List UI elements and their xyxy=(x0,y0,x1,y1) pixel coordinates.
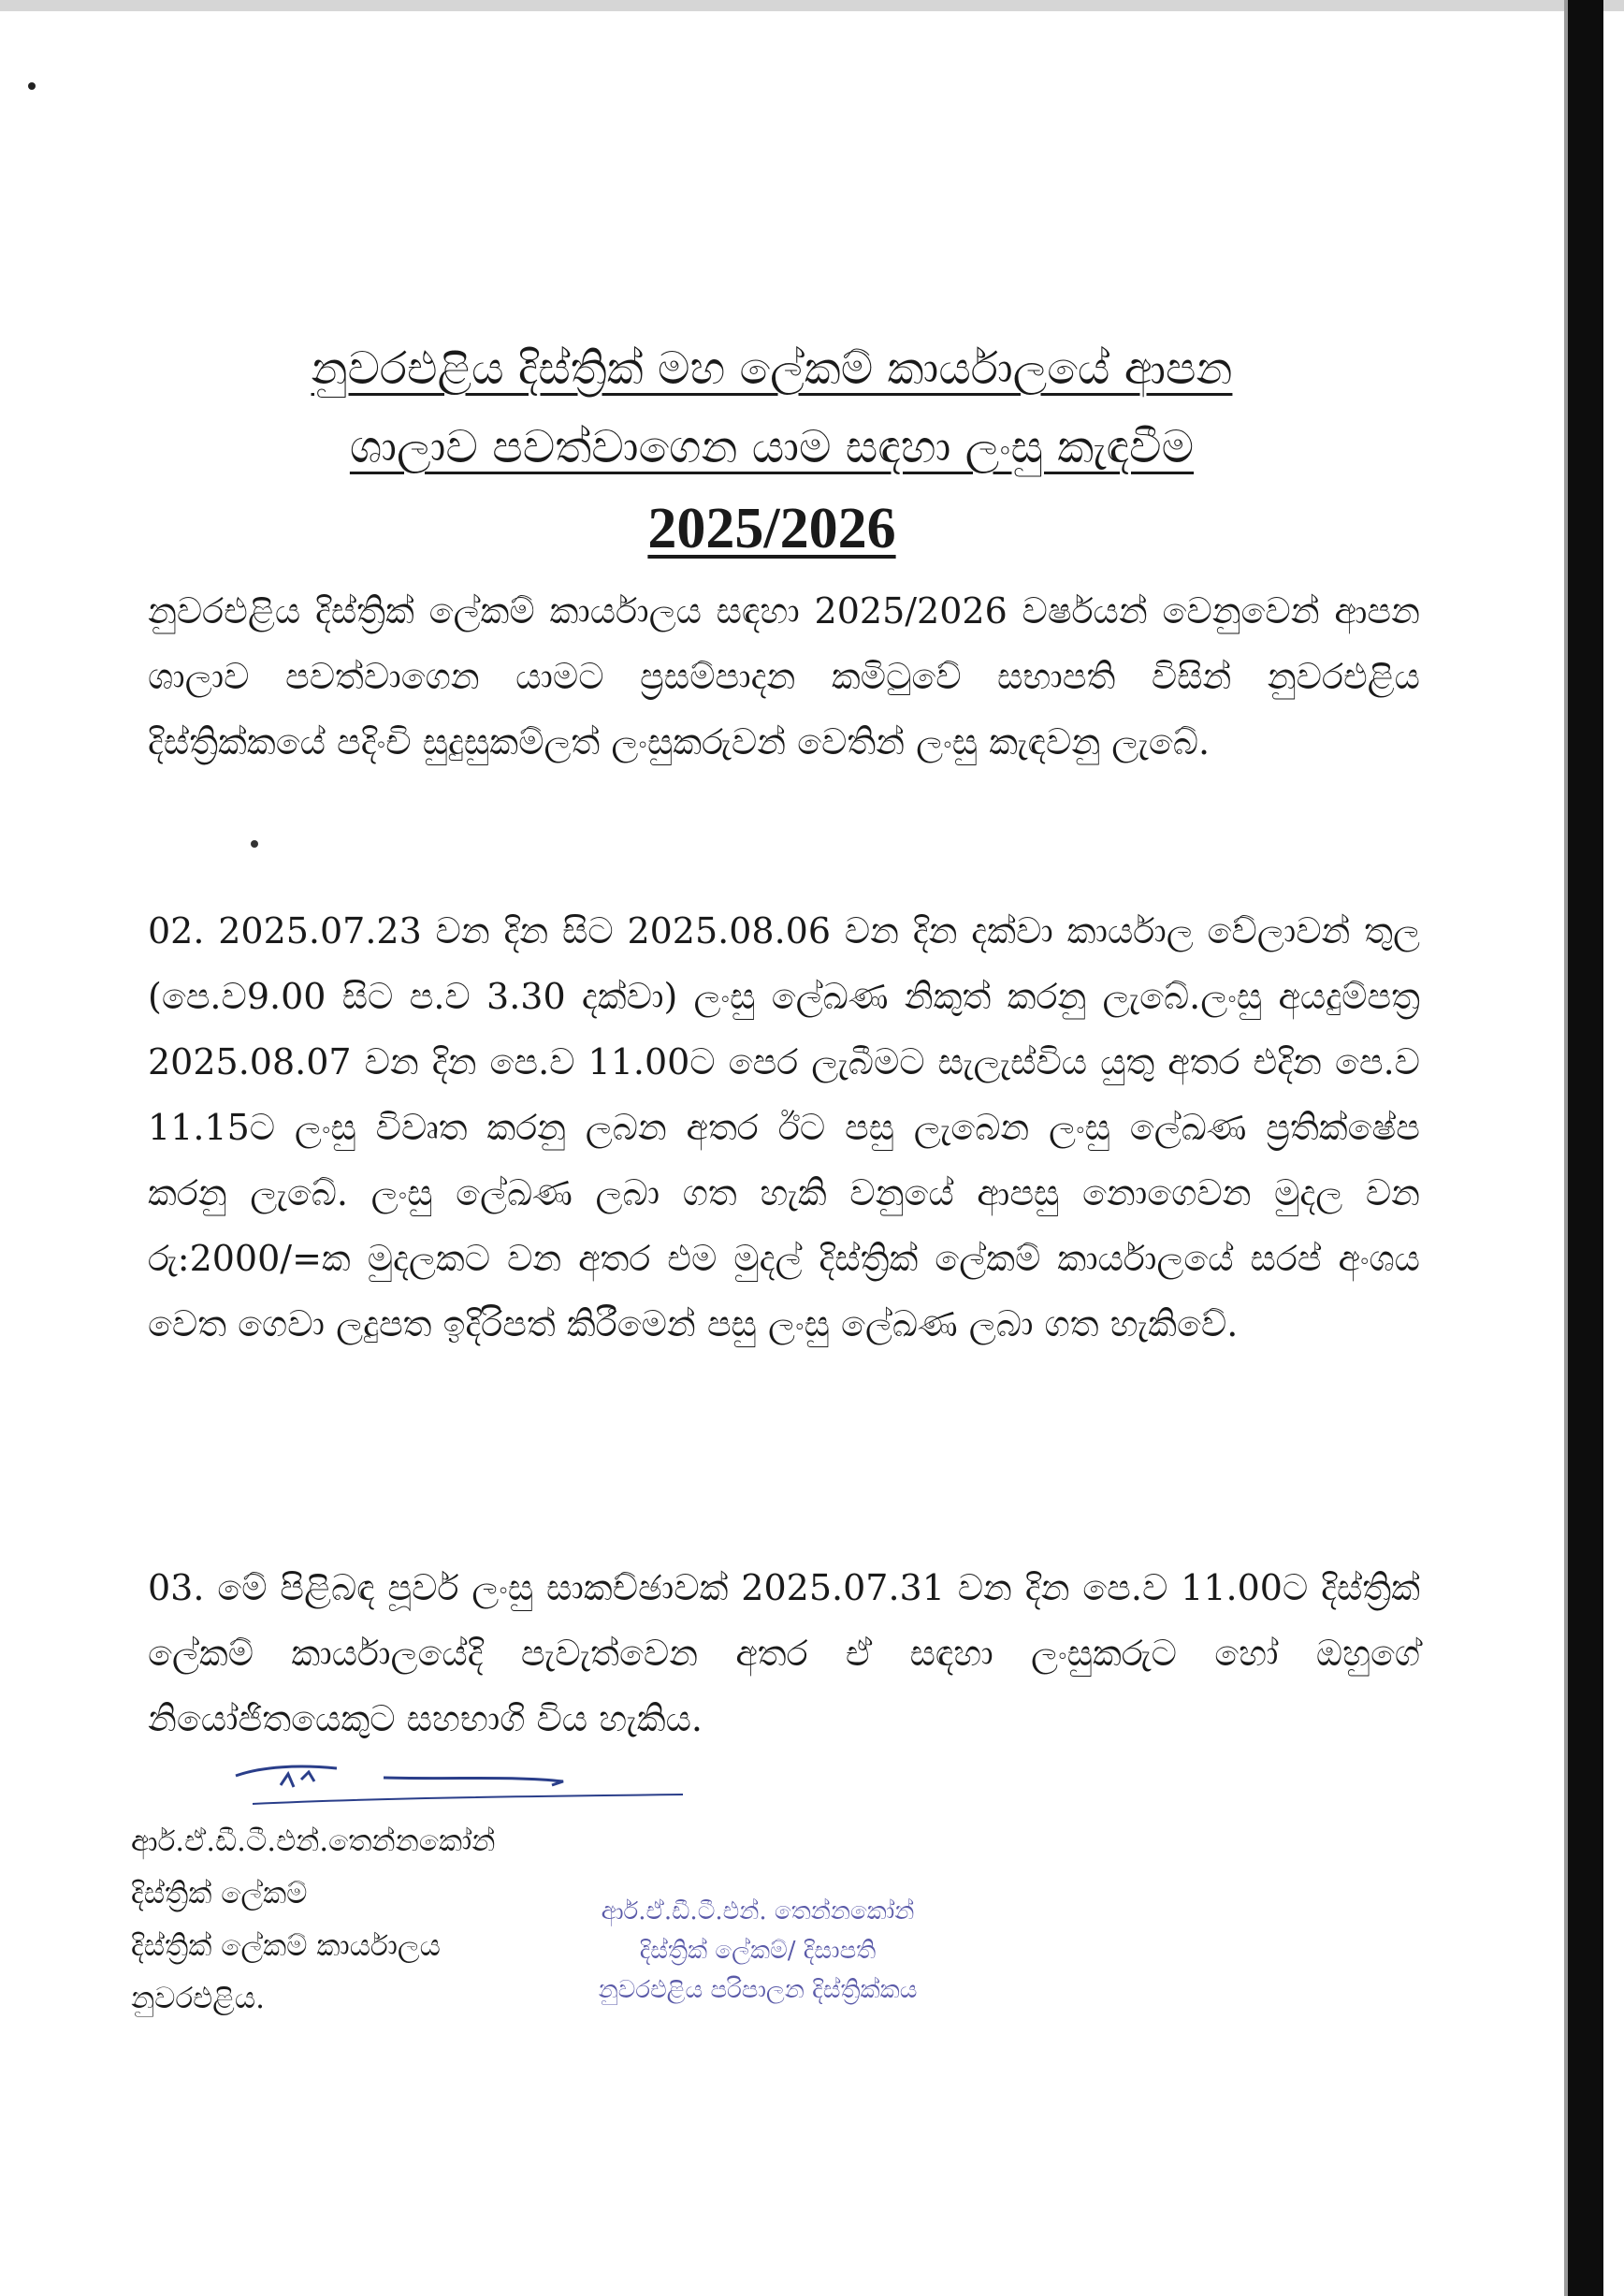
document-title-line-2: ශාලාව පවත්වාගෙන යාම සඳහා ලංසු කැඳවීම xyxy=(349,421,1195,473)
signer-place: නුවරඑළිය. xyxy=(131,1982,265,2015)
scan-speck-2 xyxy=(251,840,258,848)
paragraph-3: 03. මේ පිළිබඳ පූර්ව ලංසු සාකච්ඡාවක් 2025.07.31 වන දින පෙ.ව 11.00ට දිස්ත්‍රික් ලේකම් කාර්යාලයේදි පැවැත්වෙන අතර ඒ සඳහා ලංසුකරුට හෝ ඔහුගේ නියෝජිතයෙකුට සහභාගි විය හැකිය. xyxy=(148,1567,1420,1739)
signer-office: දිස්ත්‍රික් ලේකම් කාර්යාලය xyxy=(131,1929,441,1963)
scan-speck xyxy=(28,82,36,90)
paragraph-2: 02. 2025.07.23 වන දින සිට 2025.08.06 වන දින දක්වා කාර්යාල වේලාවන් තුල (පෙ.ව9.00 සිට ප.ව 3.30 දක්වා) ලංසු ලේඛණ නිකුත් කරනු ලැබේ.ලංසු අයදුම්පත්‍ර 2025.08.07 වන දින පෙ.ව 11.00ට පෙර ලැබීමට සැලැස්විය යුතු අතර එදින පෙ.ව 11.15ට ලංසු විවෘත කරනු ලබන අතර ඊට පසු ලැබෙන ලංසු ලේඛණ ප්‍රතික්ෂේප කරනු ලැබේ. ලංසු ලේඛණ ලබා ගත හැකි වනුයේ ආපසු නොගෙවන මුදල වන රු:2000/=ක මුදලකට වන අතර එම මුදල් දිස්ත්‍රික් ලේකම් කාර්යාලයේ සරප් අංශය වෙත ගෙවා ලදුපත ඉදිරිපත් කිරීමෙන් පසු ලංසු ලේඛණ ලබා ගත හැකිවේ. xyxy=(148,910,1420,1344)
signer-block xyxy=(131,1815,495,2025)
stamp-line-1: ආර්.ඒ.ඩී.ටී.එන්. තෙන්නකෝන් xyxy=(601,1897,915,1925)
scan-top-edge xyxy=(0,0,1624,11)
document-title-year: 2025/2026 xyxy=(647,497,896,560)
stamp-line-2: දිස්ත්‍රික් ලේකම්/ දිසාපති xyxy=(639,1937,877,1965)
official-stamp xyxy=(524,1892,992,2010)
signer-designation: දිස්ත්‍රික් ලේකම් xyxy=(131,1877,308,1911)
stamp-line-3: නුවරඑළිය පරිපාලන දිස්ත්‍රික්කය xyxy=(598,1976,918,2004)
document-title-line-1: නුවරඑළිය දිස්ත්‍රික් මහ ලේකම් කාර්යාලයේ ආපන xyxy=(311,342,1233,395)
scan-right-edge xyxy=(1568,0,1603,2296)
signer-name: ආර්.ඒ.ඩී.ටී.එන්.තෙන්නකෝන් xyxy=(131,1824,496,1858)
scan-right-edge-shadow xyxy=(1564,0,1568,2296)
handwritten-signature xyxy=(234,1748,702,1823)
paragraph-1: නුවරඑළිය දිස්ත්‍රික් ලේකම් කාර්යාලය සඳහා 2025/2026 වර්ෂයන් වෙනුවෙන් ආපන ශාලාව පවත්වාගෙන යාමට ප්‍රසම්පාදන කමිටුවේ සභාපති විසින් නුවරඑළිය දිස්ත්‍රික්කයේ පදිංචි සුදුසුකම්ලත් ලංසුකරුවන් වෙතින් ලංසු කැඳවනු ලැබේ. xyxy=(148,590,1420,763)
